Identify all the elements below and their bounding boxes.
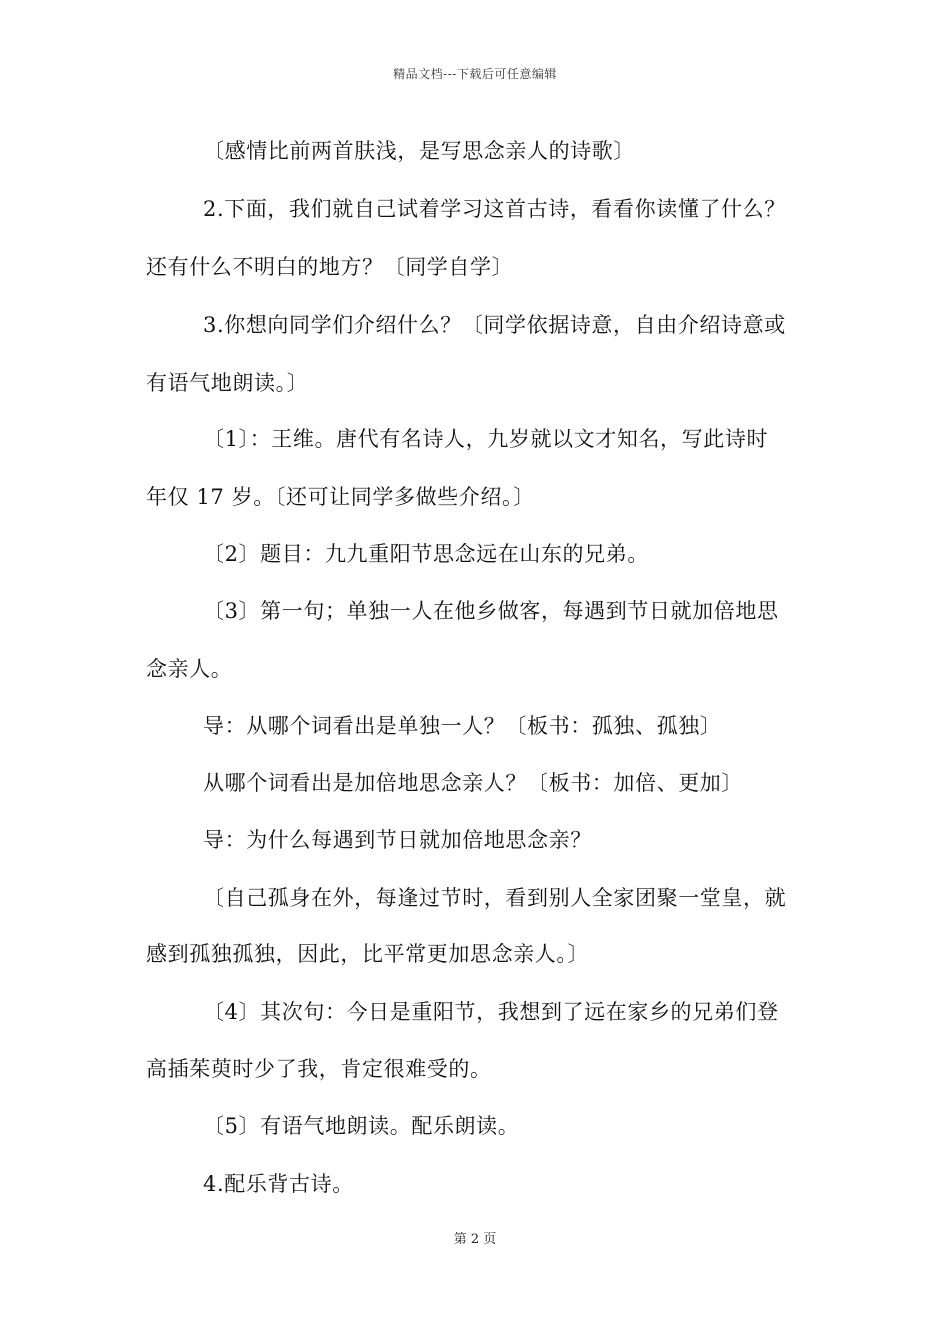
text-line: 3.你想向同学们介绍什么？〔同学依据诗意，自由介绍诗意或 [203, 313, 786, 337]
text-line: 〔自己孤身在外，每逢过节时，看到别人全家团聚一堂皇，就 [203, 886, 787, 910]
page-number: 第 2 页 [453, 1232, 497, 1247]
text-line: 2.下面，我们就自己试着学习这首古诗，看看你读懂了什么？ [203, 197, 786, 221]
text-line: 导：为什么每遇到节日就加倍地思念亲？ [203, 828, 592, 852]
text-line: 〔4〕其次句：今日是重阳节，我想到了远在家乡的兄弟们登 [203, 1000, 779, 1024]
text-line: 年仅 17 岁。〔还可让同学多做些介绍。〕 [146, 485, 535, 509]
text-line: 〔感情比前两首肤浅，是写思念亲人的诗歌〕 [203, 139, 635, 163]
text-line: 4.配乐背古诗。 [203, 1172, 354, 1196]
text-line: 〔1〕：王维。唐代有名诗人，九岁就以文才知名，写此诗时 [203, 427, 769, 451]
page-header: 精品文档---下载后可任意编辑 [393, 67, 557, 81]
text-line: 念亲人。 [146, 657, 233, 681]
text-line: 〔3〕第一句；单独一人在他乡做客，每遇到节日就加倍地思 [203, 599, 779, 623]
text-line: 〔5〕有语气地朗读。配乐朗读。 [203, 1114, 520, 1138]
text-line: 感到孤独孤独，因此，比平常更加思念亲人。〕 [146, 942, 590, 966]
text-line: 导：从哪个词看出是单独一人？〔板书：孤独、孤独〕 [203, 714, 722, 738]
text-line: 有语气地朗读。〕 [146, 371, 309, 395]
text-line: 还有什么不明白的地方？〔同学自学〕 [146, 255, 514, 279]
text-line: 高插茱萸时少了我，肯定很难受的。 [146, 1057, 492, 1081]
text-line: 从哪个词看出是加倍地思念亲人？〔板书：加倍、更加〕 [203, 771, 743, 795]
text-line: 〔2〕题目：九九重阳节思念远在山东的兄弟。 [203, 542, 649, 566]
